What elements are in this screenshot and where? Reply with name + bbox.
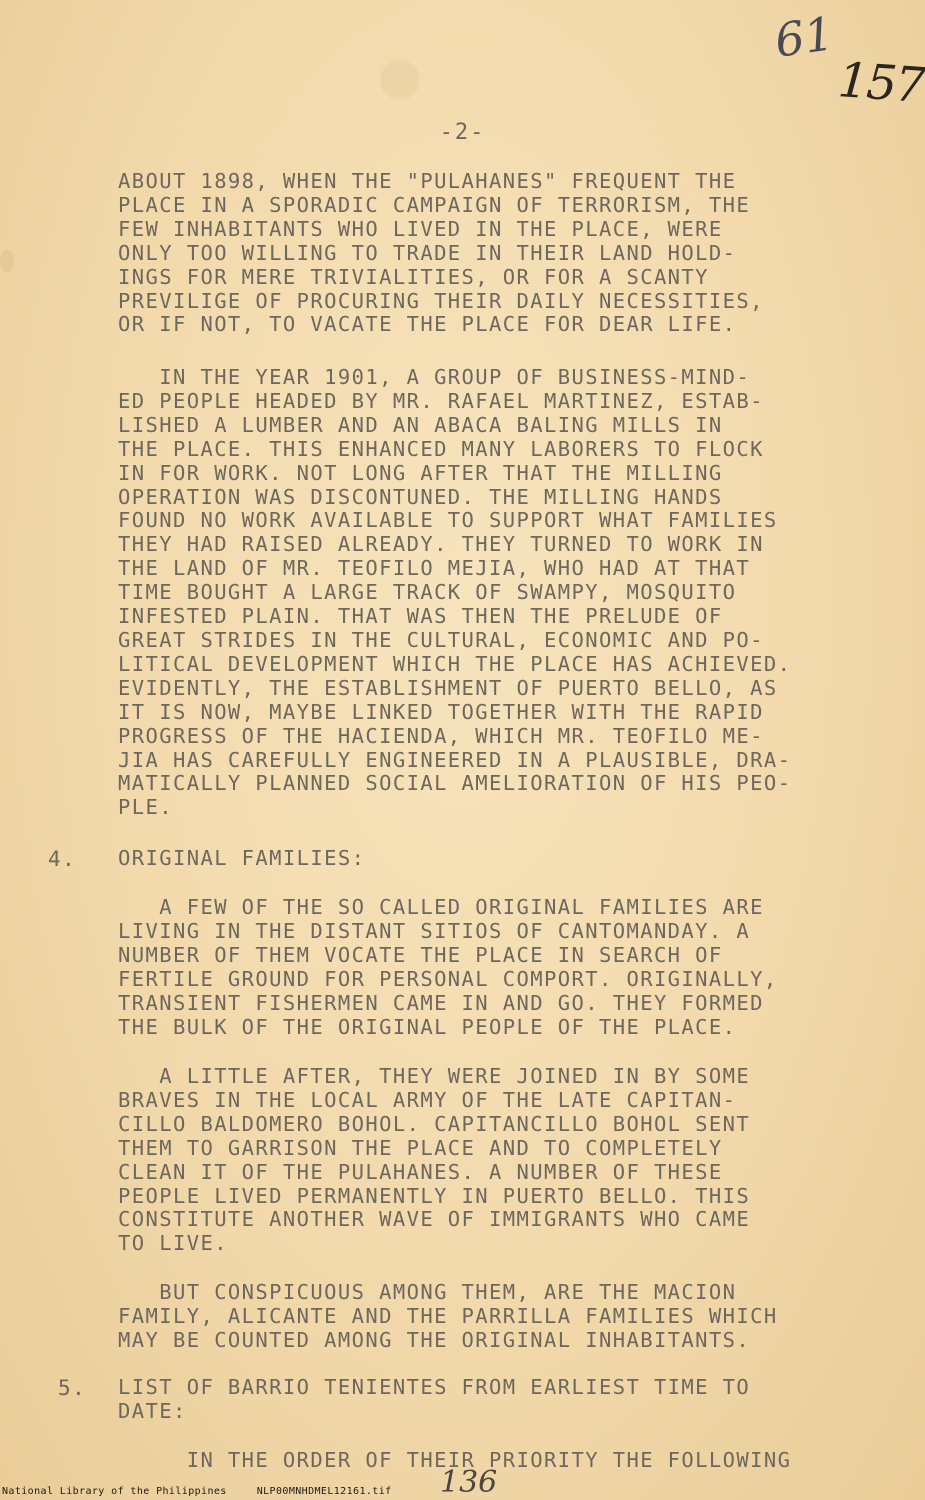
paragraph-braves: A LITTLE AFTER, THEY WERE JOINED IN BY SOME BRAVES IN THE LOCAL ARMY OF THE LATE CAPITAN- CILLO BALDOMERO BOHOL. CAPITANCILLO BOHOL SENT THEM TO GARRISON THE PLACE AND TO COMPLETELY CLEAN IT OF THE PULAHANES. A NUMBER OF THESE PEOPLE LIVED PERMANENTLY IN PUERTO BELLO. THIS CONSTITUTE ANOTHER WAVE OF IMMIGRANTS WHO CAME TO LIVE. bbox=[118, 1064, 751, 1256]
handwritten-stamp-number: 157 bbox=[836, 52, 925, 114]
section-heading-original-families: ORIGINAL FAMILIES: bbox=[118, 846, 366, 870]
paragraph-conspicuous: BUT CONSPICUOUS AMONG THEM, ARE THE MACION FAMILY, ALICANTE AND THE PARRILLA FAMILIES WHICH MAY BE COUNTED AMONG THE ORIGINAL INHABITANTS. bbox=[118, 1280, 778, 1352]
section-number: 5. bbox=[58, 1376, 87, 1400]
footer-institution: National Library of the Philippines bbox=[2, 1486, 227, 1497]
page-header: -2- bbox=[439, 120, 486, 145]
paragraph-priority: IN THE ORDER OF THEIR PRIORITY THE FOLLOWING bbox=[118, 1448, 792, 1472]
section-heading-tenientes: LIST OF BARRIO TENIENTES FROM EARLIEST TIME TO DATE: bbox=[118, 1375, 751, 1423]
scan-footer bbox=[2, 1486, 392, 1497]
handwritten-page-mark: 61 bbox=[771, 6, 838, 68]
section-number: 4. bbox=[48, 847, 77, 871]
paragraph-pulahanes: ABOUT 1898, WHEN THE "PULAHANES" FREQUENT THE PLACE IN A SPORADIC CAMPAIGN OF TERRORISM, THE FEW INHABITANTS WHO LIVED IN THE PLACE, WERE ONLY TOO WILLING TO TRADE IN THEIR LAND HOLD- INGS FOR MERE TRIVIALITIES, OR FOR A SCANTY PREVILIGE OF PROCURING THEIR DAILY NECESSITIES, OR IF NOT, TO VACATE THE PLACE FOR DEAR LIFE. bbox=[118, 169, 764, 337]
paragraph-original-families: A FEW OF THE SO CALLED ORIGINAL FAMILIES ARE LIVING IN THE DISTANT SITIOS OF CANTOMANDAY. A NUMBER OF THEM VOCATE THE PLACE IN SEARCH OF FERTILE GROUND FOR PERSONAL COMPORT. ORIGINALLY, TRANSIENT FISHERMEN CAME IN AND GO. THEY FORMED THE BULK OF THE ORIGINAL PEOPLE OF THE PLACE. bbox=[118, 895, 778, 1039]
paper-stain bbox=[0, 250, 14, 272]
paragraph-1901: IN THE YEAR 1901, A GROUP OF BUSINESS-MIND- ED PEOPLE HEADED BY MR. RAFAEL MARTINEZ, ESTAB- LISHED A LUMBER AND AN ABACA BALING MILLS IN THE PLACE. THIS ENHANCED MANY LABORERS TO FLOCK IN FOR WORK. NOT LONG AFTER THAT THE MILLING OPERATION WAS DISCONTUNED. THE MILLING HANDS FOUND NO WORK AVAILABLE TO SUPPORT WHAT FAMILIES THEY HAD RAISED ALREADY. THEY TURNED TO WORK IN THE LAND OF MR. TEOFILO MEJIA, WHO HAD AT THAT TIME BOUGHT A LARGE TRACK OF SWAMPY, MOSQUITO INFESTED PLAIN. THAT WAS THEN THE PRELUDE OF GREAT STRIDES IN THE CULTURAL, ECONOMIC AND PO- LITICAL DEVELOPMENT WHICH THE PLACE HAS ACHIEVED. EVIDENTLY, THE ESTABLISHMENT OF PUERTO BELLO, AS IT IS NOW, MAYBE LINKED TOGETHER WITH THE RAPID PROGRESS OF THE HACIENDA, WHICH MR. TEOFILO ME- JIA HAS CAREFULLY ENGINEERED IN A PLAUSIBLE, DRA- MATICALLY PLANNED SOCIAL AMELIORATION OF HIS PEO- PLE. bbox=[118, 365, 792, 820]
paper-stain bbox=[380, 60, 420, 100]
footer-filename: NLP00MNHDMEL12161.tif bbox=[256, 1486, 392, 1497]
handwritten-bottom-number: 136 bbox=[440, 1465, 498, 1500]
